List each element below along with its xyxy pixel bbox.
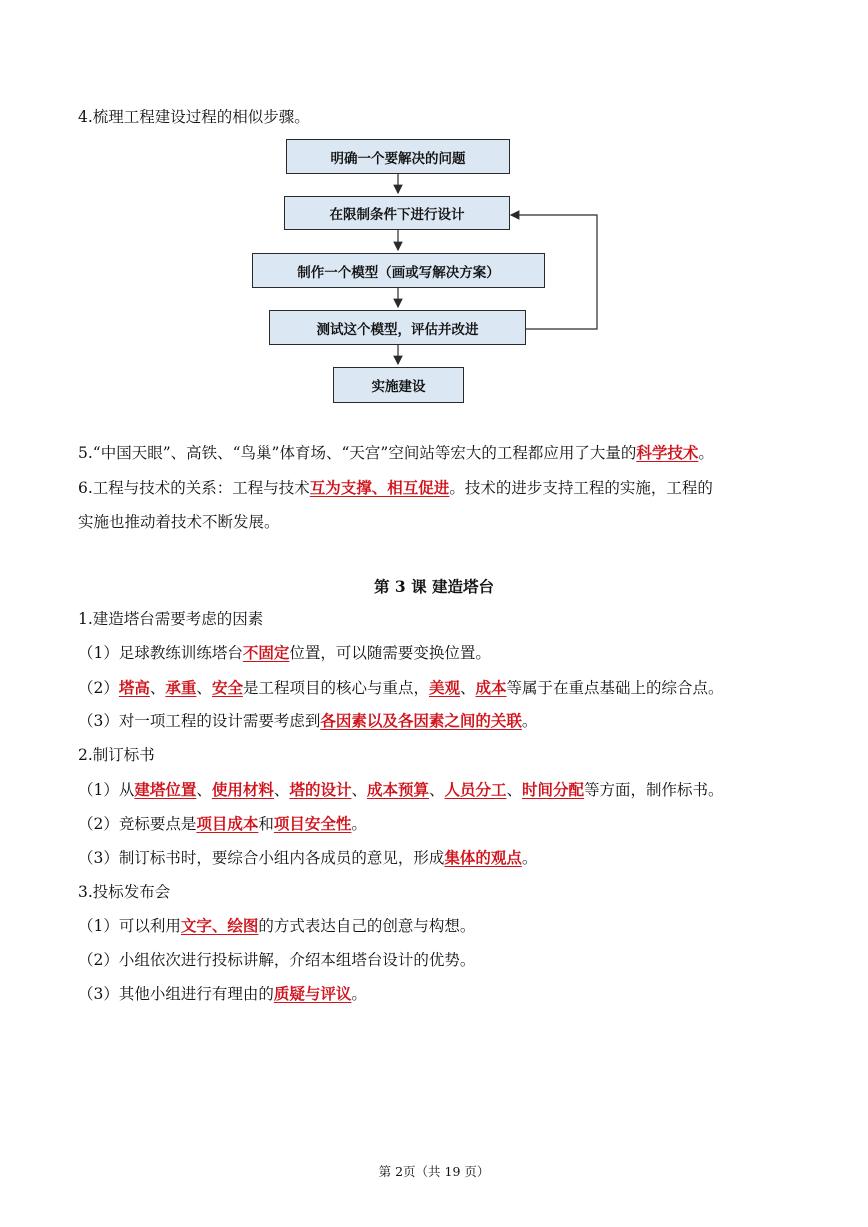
section-1-item-3: （3）对一项工程的设计需要考虑到各因素以及各因素之间的关联。: [78, 711, 538, 730]
answer-highlight: 成本: [475, 678, 507, 697]
answer-highlight: 集体的观点: [444, 848, 522, 867]
answer-highlight: 塔的设计: [289, 780, 352, 799]
answer-highlight: 安全: [211, 678, 243, 697]
section-2-item-3: （3）制订标书时，要综合小组内各成员的意见，形成集体的观点。: [78, 848, 538, 867]
lesson-title: 第 3 课 建造塔台: [374, 577, 494, 596]
item-6: 6.工程与技术的关系：工程与技术互为支撑、相互促进。技术的进步支持工程的实施，工程的: [78, 478, 713, 497]
answer-highlight: 使用材料: [211, 780, 274, 799]
section-1-item-2: （2）塔高、承重、安全是工程项目的核心与重点，美观、成本等属于在重点基础上的综合点。: [78, 678, 724, 697]
answer-highlight: 科学技术: [636, 443, 699, 462]
answer-highlight: 互为支撑、相互促进: [309, 478, 450, 497]
answer-highlight: 项目安全性: [273, 814, 352, 833]
section-2-item-2: （2）竞标要点是项目成本和项目安全性。: [78, 814, 367, 833]
section-3-title: 3.投标发布会: [78, 883, 171, 901]
flow-step-4: [269, 310, 526, 345]
section-3-item-1: （1）可以利用文字、绘图的方式表达自己的创意与构想。: [78, 916, 476, 935]
answer-highlight: 美观: [428, 678, 460, 697]
section-2-item-1: （1）从建塔位置、使用材料、塔的设计、成本预算、人员分工、时间分配等方面，制作标书。: [78, 780, 724, 799]
answer-highlight: 塔高: [118, 678, 150, 697]
flow-step-2-label: 在限制条件下进行设计: [329, 207, 465, 223]
answer-highlight: 成本预算: [366, 780, 429, 799]
flow-step-3-label: 制作一个模型（画或写解决方案）: [297, 264, 500, 281]
answer-highlight: 文字、绘图: [180, 916, 259, 935]
answer-highlight: 项目成本: [196, 814, 259, 833]
section-1-item-1: （1）足球教练训练塔台不固定位置，可以随需要变换位置。: [78, 643, 491, 662]
section-2-title: 2.制订标书: [78, 746, 155, 764]
flow-step-5: [333, 367, 464, 403]
section-1-title: 1.建造塔台需要考虑的因素: [78, 610, 264, 628]
flow-step-5-label: 实施建设: [371, 379, 426, 395]
flow-step-2: [284, 196, 510, 230]
item-6-continued: 实施也推动着技术不断发展。: [78, 513, 280, 531]
answer-highlight: 各因素以及各因素之间的关联: [320, 711, 522, 730]
answer-highlight: 人员分工: [444, 780, 507, 799]
answer-highlight: 承重: [165, 678, 197, 697]
flow-step-1: [286, 139, 510, 174]
item-4-text: 4.梳理工程建设过程的相似步骤。: [78, 108, 310, 126]
flow-step-3: [252, 253, 545, 288]
page-footer: 第 2页（共 19 页）: [378, 1164, 490, 1179]
section-3-item-2: （2）小组依次进行投标讲解，介绍本组塔台设计的优势。: [78, 951, 476, 969]
item-5: 5.“中国天眼”、高铁、“鸟巢”体育场、“天宫”空间站等宏大的工程都应用了大量的科学技术。: [78, 443, 714, 462]
section-3-item-3: （3）其他小组进行有理由的质疑与评议。: [78, 984, 367, 1003]
flow-step-1-label: 明确一个要解决的问题: [330, 150, 466, 167]
answer-highlight: 建塔位置: [134, 780, 197, 799]
answer-highlight: 时间分配: [522, 780, 585, 799]
answer-highlight: 质疑与评议: [273, 984, 352, 1003]
answer-highlight: 不固定: [242, 643, 290, 662]
flow-step-4-label: 测试这个模型，评估并改进: [316, 321, 479, 338]
